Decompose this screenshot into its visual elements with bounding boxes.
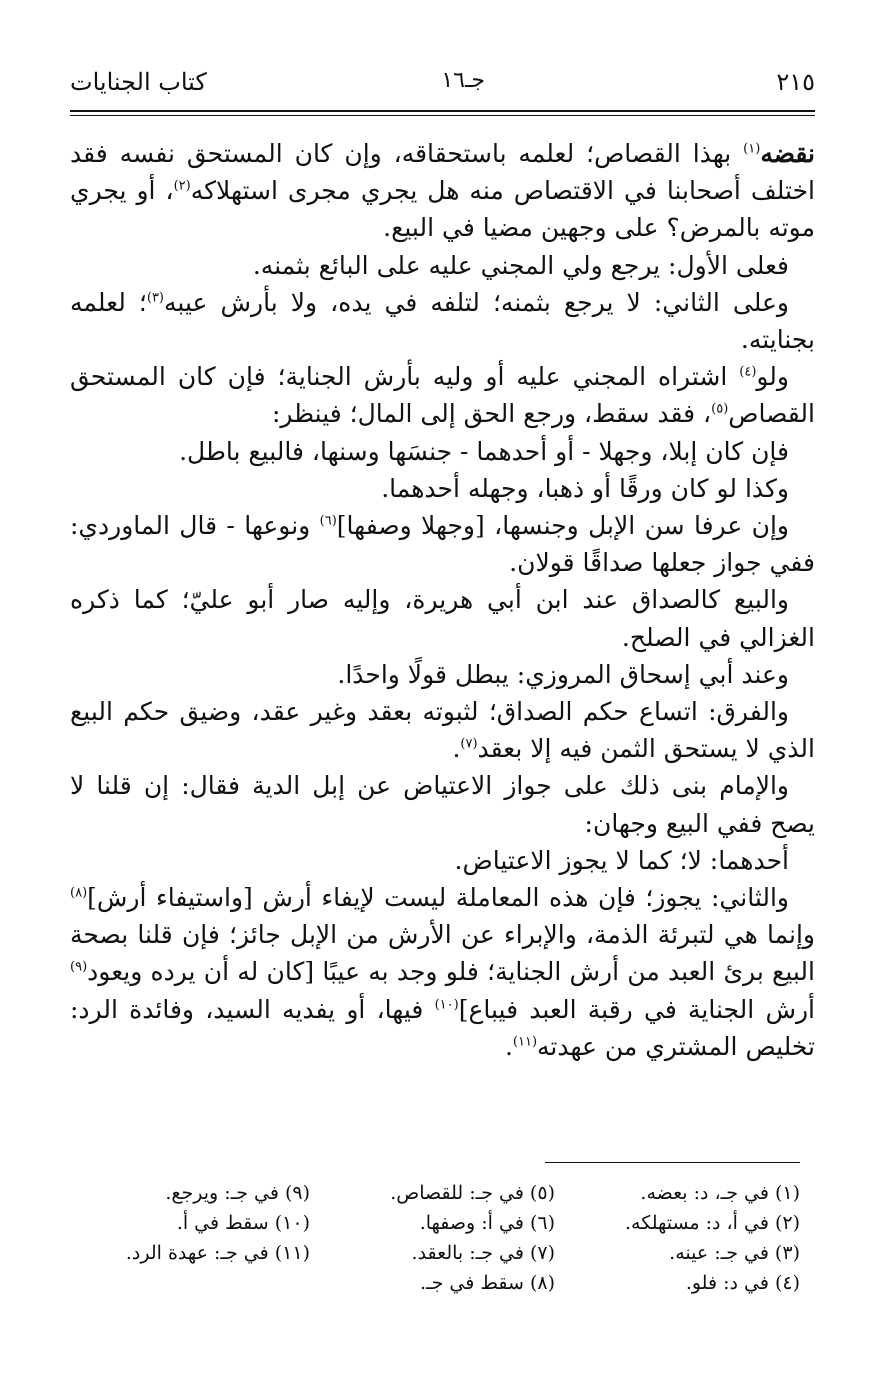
text-run: وكذا لو كان ورقًا أو ذهبا، وجهله أحدهما.	[381, 473, 789, 503]
text-run: والثاني: يجوز؛ فإن هذه المعاملة ليست لإيفاء أرش [واستيفاء أرش]	[87, 883, 789, 913]
footnote-column	[555, 1178, 800, 1298]
footnote-ref: (٧)	[460, 736, 478, 752]
footnote-ref: (٨)	[70, 885, 88, 901]
footnote: (١١) في جـ: عهدة الرد.	[125, 1242, 310, 1264]
footnote-ref: (٥)	[711, 402, 729, 418]
book-title: كتاب الجنايات	[70, 68, 207, 96]
text-run: ؛ لعلمه بجنايته.	[70, 287, 815, 355]
paragraph	[70, 284, 815, 358]
text-run: فإن كان إبلا، وجهلا - أو أحدهما - جنسَها وسنها، فالبيع باطل.	[179, 436, 789, 466]
paragraph	[70, 842, 815, 879]
paragraph	[70, 358, 815, 432]
header-rule	[70, 110, 815, 112]
footnote: (٩) في جـ: ويرجع.	[165, 1182, 310, 1204]
text-run: فعلى الأول: يرجع ولي المجني عليه على البائع بثمنه.	[252, 250, 789, 280]
page-number: ٢١٥	[776, 68, 815, 96]
text-run: والفرق: اتساع حكم الصداق؛ لثبوته بعقد وغير عقد، وضيق حكم البيع الذي لا يستحق الثمن فيه إلا بعقد	[70, 697, 815, 764]
footnotes	[70, 1178, 800, 1310]
footnote-ref: (٤)	[739, 364, 757, 380]
text-run: .	[504, 1031, 513, 1061]
footnote: (٤) في د: فلو.	[685, 1272, 800, 1294]
footnote-ref: (١٠)	[434, 997, 459, 1013]
volume-label: جـ١٦	[441, 68, 485, 93]
paragraph	[70, 656, 815, 693]
footnote-column	[65, 1178, 310, 1268]
text-run: أحدهما: لا؛ كما لا يجوز الاعتياض.	[454, 845, 789, 875]
footnote-rule	[545, 1162, 800, 1163]
paragraph	[70, 879, 815, 1065]
text-run: وعلى الثاني: لا يرجع بثمنه؛ لتلفه في يده، ولا بأرش عيبه	[164, 287, 789, 317]
footnote-ref: (٣)	[146, 290, 164, 306]
footnote: (١٠) سقط في أ.	[176, 1212, 310, 1234]
text-run: ونوعها - قال الماوردي: ففي جواز جعلها صداقًا قولان.	[70, 511, 815, 578]
paragraph	[70, 247, 815, 284]
text-run: فيها، أو يفديه السيد، وفائدة الرد: تخليص المشتري من عهدته	[70, 994, 815, 1061]
footnote: (٨) سقط في جـ.	[419, 1272, 555, 1294]
bold-text: نقضه	[760, 139, 815, 168]
footnote: (٥) في جـ: للقصاص.	[390, 1182, 555, 1204]
footnote: (٣) في جـ: عينه.	[669, 1242, 800, 1264]
text-run: .	[452, 734, 461, 764]
text-run: وإنما هي لتبرئة الذمة، والإبراء عن الأرش من الإبل جائز؛ فإن قلنا بصحة البيع برئ العبد من أرش الجناية؛ فلو وجد به عيبًا [كان له أن يرده ويعود	[70, 920, 815, 987]
footnote-ref: (٢)	[173, 178, 191, 194]
main-text	[70, 135, 815, 1065]
text-run: وعند أبي إسحاق المروزي: يبطل قولًا واحدًا.	[337, 659, 789, 689]
paragraph	[70, 433, 815, 470]
paragraph	[70, 135, 815, 247]
text-run: بهذا القصاص؛ لعلمه باستحقاقه، وإن كان المستحق نفسه فقد اختلف أصحابنا في الاقتصاص منه هل يجري مجرى استهلاكه	[70, 139, 815, 206]
text-run: والإمام بنى ذلك على جواز الاعتياض عن إبل الدية فقال: إن قلنا لا يصح ففي البيع وجهان:	[70, 771, 815, 838]
paragraph	[70, 693, 815, 767]
text-run: ولو	[756, 362, 789, 392]
text-run: أرش الجناية في رقبة العبد فيباع]	[458, 994, 815, 1024]
paragraph	[70, 581, 815, 655]
footnote: (٧) في جـ: بالعقد.	[411, 1242, 555, 1264]
text-run: اشتراه المجني عليه أو وليه بأرش الجناية؛ فإن كان المستحق القصاص	[70, 362, 815, 429]
paragraph	[70, 767, 815, 841]
page-header	[70, 68, 815, 98]
footnote: (١) في جـ، د: بعضه.	[640, 1182, 800, 1204]
text-run: ، أو يجري موته بالمرض؟ على وجهين مضيا في البيع.	[70, 176, 815, 243]
paragraph	[70, 507, 815, 581]
header-rule-thin	[70, 115, 815, 116]
footnote-column	[310, 1178, 555, 1298]
paragraph	[70, 470, 815, 507]
footnote-ref: (١١)	[512, 1034, 538, 1050]
footnote-ref: (١)	[743, 141, 761, 157]
text-run: والبيع كالصداق عند ابن أبي هريرة، وإليه صار أبو عليّ؛ كما ذكره الغزالي في الصلح.	[70, 585, 815, 652]
footnote-ref: (٩)	[70, 960, 88, 976]
footnote: (٦) في أ: وصفها.	[419, 1212, 555, 1234]
footnote: (٢) في أ، د: مستهلكه.	[624, 1212, 800, 1234]
text-run: ، فقد سقط، ورجع الحق إلى المال؛ فينظر:	[271, 399, 712, 429]
footnote-ref: (٦)	[319, 513, 337, 529]
text-run: وإن عرفا سن الإبل وجنسها، [وجهلا وصفها]	[336, 511, 790, 541]
